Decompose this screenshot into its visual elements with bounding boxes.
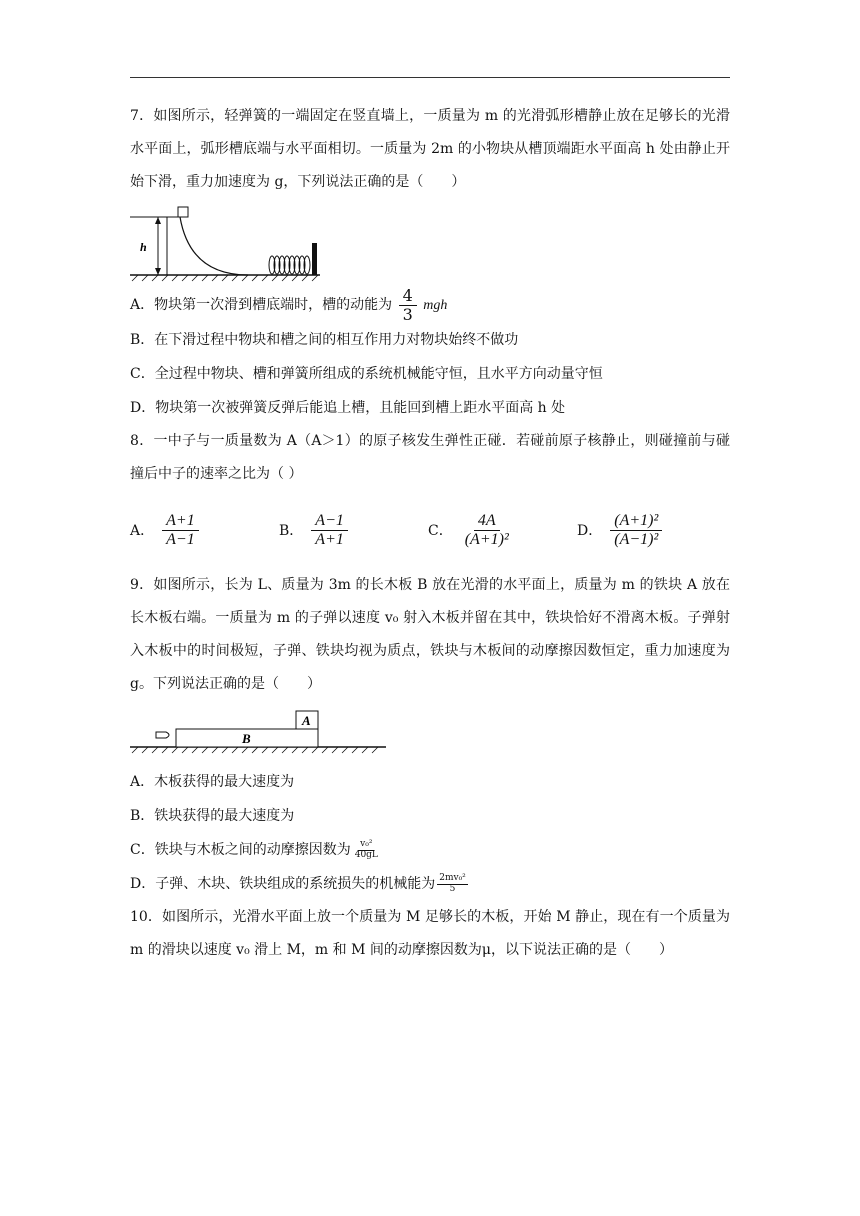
q9-option-c-text: C．铁块与木板之间的动摩擦因数为 [130,842,351,859]
q7-option-c: C．全过程中物块、槽和弹簧所组成的系统机械能守恒，且水平方向动量守恒 [130,366,603,383]
q7-stem: 7．如图所示，轻弹簧的一端固定在竖直墙上，一质量为 m 的光滑弧形槽静止放在足够长的光滑水平面上，弧形槽底端与水平面相切。一质量为 2m 的小物块从槽顶端距水平面高 h 处由静止开始下滑，重力加速度为 g，下列说法正确的是（ ） [130,108,730,190]
q8-stem: 8．一中子与一质量数为 A（A＞1）的原子核发生弹性正碰．若碰前原子核静止，则碰撞前与碰撞后中子的速率之比为（ ） [130,433,730,483]
q9-option-d-text: D．子弹、木块、铁块组成的系统损失的机械能为 [130,876,436,893]
q7-option-d: D．物块第一次被弹簧反弹后能追上槽，且能回到槽上距水平面高 h 处 [130,400,566,417]
q8-option-a-label: A． [130,523,155,540]
q10-stem: 10．如图所示，光滑水平面上放一个质量为 M 足够长的木板，开始 M 静止，现在有一个质量为 m 的滑块以速度 v₀ 滑上 M，m 和 M 间的动摩擦因数为μ，以下说法正确的是（ ） [130,909,730,959]
q9-option-d-fraction [437,874,468,895]
q7-option-b: B．在下滑过程中物块和槽之间的相互作用力对物块始终不做功 [130,332,519,349]
q9-option-c-fraction [353,840,380,861]
q9-option-a: A．木板获得的最大速度为 [130,774,295,791]
q9-option-b: B．铁块获得的最大速度为 [130,808,295,825]
q8-option-c-denominator: (A+1)² [464,530,509,548]
q7-fig-label-h: h [140,240,147,254]
q9-fig-label-b: B [242,731,251,747]
q8-option-d-label: D． [577,523,603,540]
header-rule [130,77,730,78]
q8-option-d-denominator: (A−1)² [614,530,659,548]
q7-figure [130,201,330,283]
q8-option-c-numerator: 4A [474,512,500,531]
q9-option-d [130,867,730,901]
q9-option-c-denominator: 40gL [354,849,378,860]
q8-option-b [279,512,428,548]
q7-option-a [130,287,730,323]
q8-option-c [428,512,577,548]
q8-option-d [577,512,726,548]
q7-option-a-text: A．物块第一次滑到槽底端时，槽的动能为 [130,297,393,314]
q7-option-a-fraction [399,287,417,323]
q7-option-a-unit: mgh [423,298,448,314]
q9-option-c [130,833,730,867]
q8-option-a-denominator: A−1 [166,530,195,548]
q8-option-b-label: B． [279,523,304,540]
q9-option-c-numerator: v₀² [360,838,373,849]
q8-option-b-denominator: A+1 [315,530,344,548]
q8-options [130,505,730,555]
q8-option-d-numerator: (A+1)² [610,512,662,531]
q8-option-b-numerator: A−1 [311,512,348,531]
q9-stem: 9．如图所示，长为 L、质量为 3m 的长木板 B 放在光滑的水平面上，质量为 m 的铁块 A 放在长木板右端。一质量为 m 的子弹以速度 v₀ 射入木板并留在其中，铁块恰好不滑离木板。子弹射入木板中的时间极短，子弹、铁块均视为质点，铁块与木板间的动摩擦因数恒定，重力加速度为 g。下列说法正确的是（ ） [130,577,730,693]
q8-option-a [130,512,279,548]
q7-option-a-denominator: 3 [402,304,413,324]
q9-option-d-denominator: 5 [449,883,456,894]
document-body [130,100,730,967]
q8-option-c-label: C． [428,523,453,540]
q8-option-a-numerator: A+1 [162,512,199,531]
q7-option-a-numerator: 4 [399,287,417,306]
q9-figure [130,703,390,761]
q9-option-d-numerator: 2mv₀² [439,872,466,883]
q9-fig-label-a: A [302,713,311,729]
